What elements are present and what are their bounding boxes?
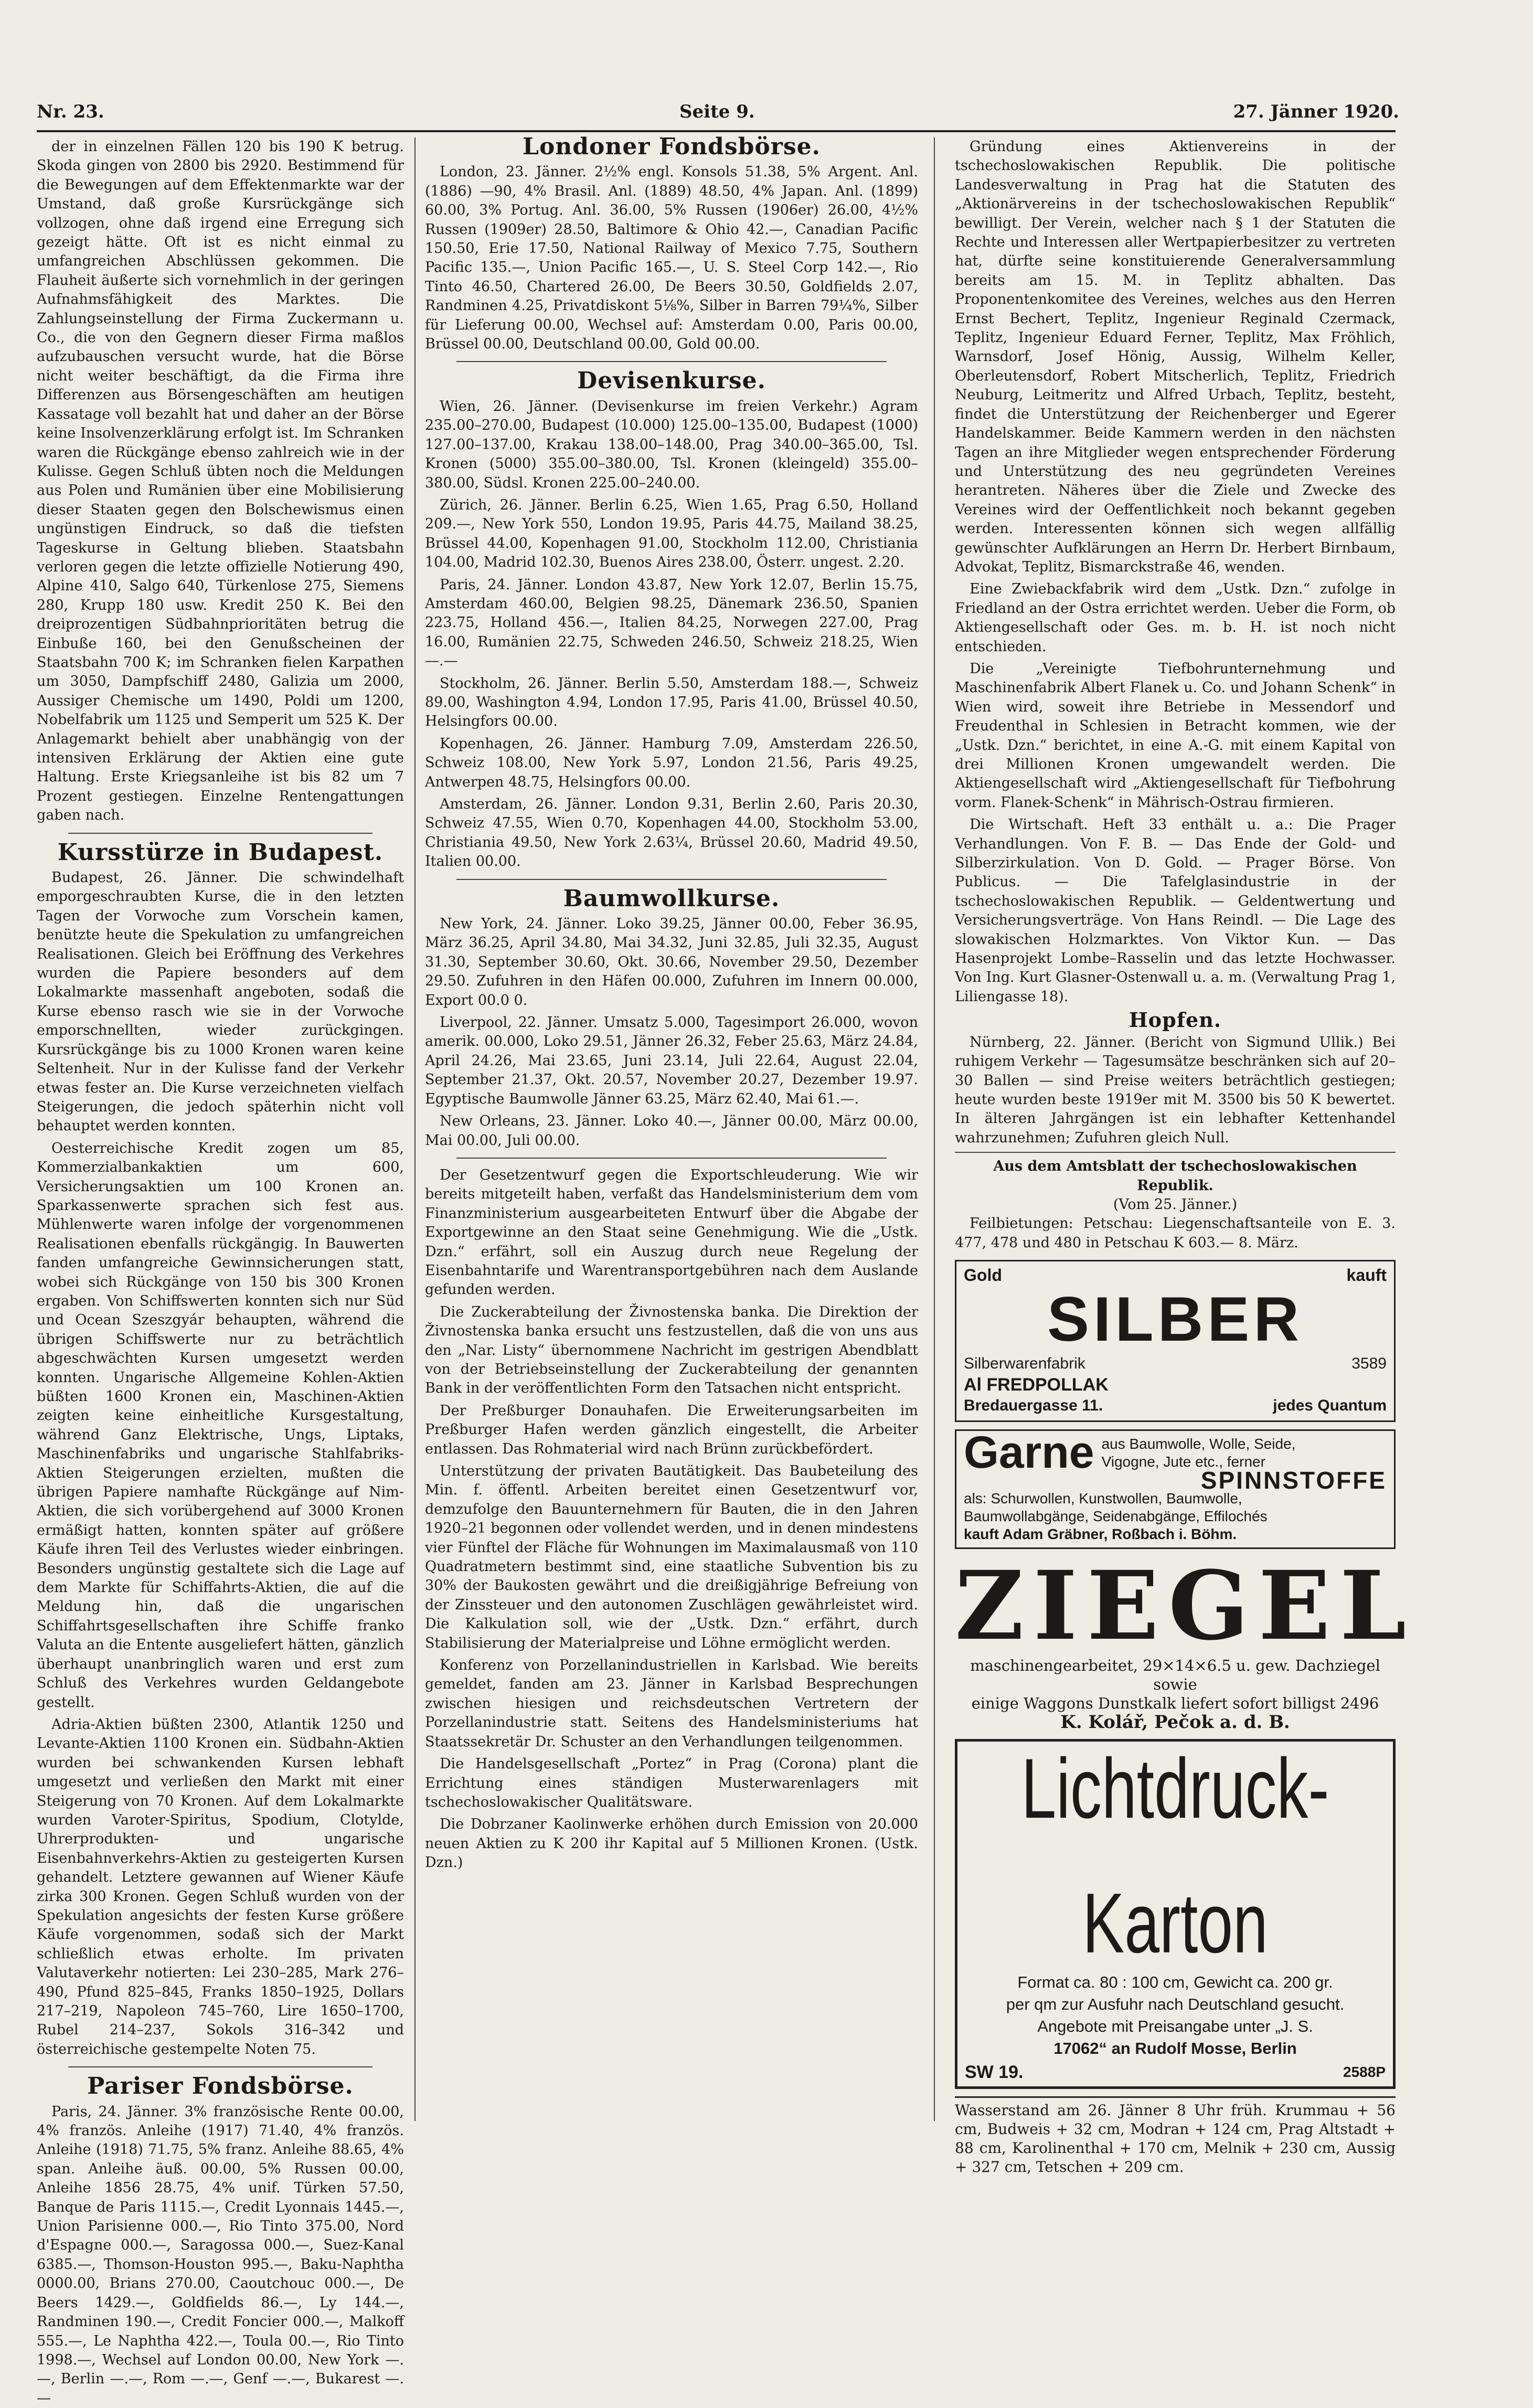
ad-silber-quantity: jedes Quantum (1273, 1396, 1387, 1414)
separator (68, 2066, 372, 2067)
heading-baumwoll: Baumwollkurse. (563, 885, 780, 912)
news-item: Die Handelsgesellschaft „Portez“ in Prag (Corona) plant die Errichtung eines ständigen Musterwarenlagers mit tschechoslowakischer Qualitätsware. (425, 1756, 918, 1810)
heading-london: Londoner Fondsbörse. (523, 133, 821, 160)
ad-karton-line1: Format ca. 80 : 100 cm, Gewicht ca. 200 gr. (1017, 1973, 1333, 1992)
news-item: Unterstützung der privaten Bautätigkeit. Das Baubeteilung des Min. f. öffentl. Arbeiten bereitet einen Gesetzentwurf vor, demzufolge den Bauunternehmern für Bauten, die in den Jahren 1920–21 begonnen oder vollendet werden, und in denen mindestens vier Fünftel der Fläche für Wohnungen im Maximalausmaß von 110 Quadratmetern bestimmt sind, eine staatliche Subvention bis zu 30% der Baukosten gewährt und die dreißigjährige Befreiung von der Zinssteuer und den autonomen Zuschlägen gewährleistet wird. Die Kalkulation soll, wie der „Ustk. Dzn.“ erfährt, durch Stabilisierung der Materialpreise und Löhne ermöglicht werden. (425, 1463, 918, 1651)
ad-garne-line3: als: Schurwollen, Kunstwollen, Baumwolle, (964, 1490, 1242, 1507)
ad-ziegel (955, 1550, 1416, 1733)
article-paragraph: London, 23. Jänner. 2½% engl. Konsols 51.38, 5% Argent. Anl. (1886) —90, 4% Brasil. Anl. (1889) 48.50, 4% Japan. Anl. (1899) 60.00, 3% Portug. Anl. 36.00, 5% Russen (1906er) 26.00, 4½% Russen (1909er) 28.50, Baltimore & Ohio 42.—, Canadian Pacific 150.50, Erie 17.50, National Railway of Mexico 7.75, Southern Pacific 135.—, Union Pacific 165.—, U. S. Steel Corp 142.—, Rio Tinto 46.50, Chartered 26.00, De Beers 30.50, Goldfields 2.07, Randminen 4.25, Privatdiskont 5⅛%, Silber in Barren 79¼%, Silber für Lieferung 00.00, Wechsel auf: Amsterdam 0.00, Paris 00.00, Brüssel 00.00, Deutschland 00.00, Gold 00.00. (425, 164, 918, 353)
ad-silber-line1: Silberwarenfabrik (964, 1354, 1085, 1372)
ad-silber-company: Al FREDPOLLAK (964, 1374, 1109, 1395)
article-paragraph: Kopenhagen, 26. Jänner. Hamburg 7.09, Amsterdam 226.50, Schweiz 108.00, New York 5.97, London 21.56, Paris 49.25, Antwerpen 48.75, Helsingfors 00.00. (425, 735, 918, 790)
article-continuation: der in einzelnen Fällen 120 bis 190 K betrug. Skoda gingen von 2800 bis 2920. Bestimmend für die Bewegungen auf dem Effektenmarkte war der Umstand, daß große Kursrückgänge sich vollzogen, ohne daß irgend eine Erregung sich gezeigt hätte. Oft ist es nicht einmal zu umfangreichen Abschlüssen gekommen. Die Flauheit äußerte sich vornehmlich in der geringen Aufnahmsfähigkeit des Marktes. Die Zahlungseinstellung der Firma Zuckermann u. Co., die von den Gegnern dieser Firma maßlos aufzubauschen versucht wurde, hat die Börse nicht weiter beschäftigt, da die Firma ihre Differenzen aus Börsengeschäften am heutigen Kassatage voll bezahlt hat und daher an der Börse keine Insolvenzerklärung erfolgt ist. Im Schranken waren die Rückgänge ebenso zahlreich wie in der Kulisse. Gegen Schluß übten noch die Meldungen aus Polen und Rumänien über eine Mobilisierung dieser Staaten gegen den Bolschewismus einen ungünstigen Eindruck, so daß die tiefsten Tageskurse in Geltung blieben. Staatsbahn verloren gegen die letzte offizielle Notierung 490, Alpine 410, Salgo 640, Türkenlose 275, Siemens 280, Krupp 180 usw. Kredit 250 K. Bei den dreiprozentigen Südbahnprioritäten betrug die Einbuße 160, bei den Genußscheinen der Staatsbahn 700 K; im Schranken fielen Karpathen um 3050, Dampfschiff 2480, Galizia um 2000, Aussiger Chemische um 1490, Poldi um 1200, Nobelfabrik um 1125 und Semperit um 525 K. Der Anlagemarkt behielt aber unabhängig von der intensiven Erklärung der Aktien eine gute Haltung. Erste Kriegsanleihe ist bis 82 um 7 Prozent gestiegen. Einzelne Rentengattungen gaben nach. (37, 139, 404, 824)
page-number: Seite 9. (679, 101, 755, 122)
ad-silber-kauft: kauft (1346, 1266, 1387, 1285)
issue-date: 27. Jänner 1920. (1233, 101, 1399, 122)
amtsblatt-date: (Vom 25. Jänner.) (1113, 1196, 1238, 1213)
column-1 (37, 137, 404, 2406)
article-paragraph: Budapest, 26. Jänner. Die schwindelhaft emporgeschraubten Kurse, die in den letzten Tagen der Vorwoche zum Vorschein kamen, benützte heute die Spekulation zu umfangreichen Realisationen. Gleich bei Eröffnung des Verkehres wurden die Papiere besonders auf dem Lokalmarkte massenhaft angeboten, sodaß die Kurse ebenso rasch wie sie in der Vorwoche emporschnellten, wieder zurückgingen. Kursrückgänge bis zu 1000 Kronen waren keine Seltenheit. Nur in der Kulisse fand der Verkehr etwas fester an. Die Kurse verzeichneten vielfach Steigerungen, die jedoch späterhin nicht voll behauptet werden konnten. (37, 869, 404, 1134)
article-paragraph: Nürnberg, 22. Jänner. (Bericht von Sigmund Ullik.) Bei ruhigem Verkehr — Tagesumsätze beschränken sich auf 20–30 Ballen — sind Preise weiters beträchtlich gestiegen; heute wurden beste 1919er mit M. 3500 bis 50 K bewertet. In älteren Jahrgängen ist ein lebhafter Kettenhandel wahrzunehmen; Zufuhren gleich Null. (955, 1034, 1396, 1146)
ad-ziegel-line2: einige Waggons Dunstkalk liefert sofort billigst 2496 (971, 1694, 1379, 1712)
ad-garne-title: Garne (964, 1427, 1094, 1478)
ad-silber-title: SILBER (1047, 1283, 1304, 1354)
column-3 (955, 137, 1416, 2177)
ad-karton-line3: Angebote mit Preisangabe unter „J. S. (1037, 2017, 1313, 2036)
column-2 (425, 133, 918, 2121)
separator (456, 361, 887, 362)
article-paragraph: Feilbietungen: Petschau: Liegenschaftsanteile von E. 3. 477, 478 und 480 in Petschau K 603.— 8. März. (955, 1215, 1396, 1251)
article-paragraph: New York, 24. Jänner. Loko 39.25, Jänner 00.00, Feber 36.95, März 36.25, April 34.80, Mai 34.32, Juni 32.85, Juli 32.35, August 31.30, September 30.60, Okt. 30.66, November 29.50, Dezember 29.50. Zufuhren in den Häfen 00.000, Zufuhren im Innern 00.000, Export 00.0 0. (425, 916, 918, 1009)
ad-ziegel-title: ZIEGEL (955, 1550, 1416, 1661)
separator (456, 1158, 887, 1159)
article-paragraph: Oesterreichische Kredit zogen um 85, Kommerzialbankaktien um 600, Versicherungsaktien um 100 Kronen an. Sparkassenwerte sprachen sich fest aus. Mühlenwerte waren infolge der vorgenommenen Realisationen ebenfalls rückgängig. In Bauwerten fanden umfangreiche Gewinnsicherungen statt, wobei sich Rückgänge von 150 bis 300 Kronen ergaben. Von Schiffswerten konnten sich nur Süd und Ocean Szeszgyár behaupten, während die übrigen Schiffswerte nur zu beträchtlich abgeschwächten Kursen umgesetzt werden konnten. Ungarische Allgemeine Kohlen-Aktien büßten 1600 Kronen ein, Maschinen-Aktien zeigten keine einheitliche Kursgestaltung, während Ganz Elektrische, Ungs, Liptaks, Maschinenfabriks und ungarische Stahlfabriks-Aktien Steigerungen erzielten, mußten die übrigen Papiere namhafte Rückgänge auf Nim-Aktien, die sich vorübergehend auf 3000 Kronen ermäßigt hatten, konnten später auf größere Käufe ihren Teil des Verlustes wieder einbringen. Besonders ungünstig gestaltete sich die Lage auf dem Markte für Schiffahrts-Aktien, die auf die Meldung hin, daß die ungarischen Schiffahrtsgesellschaften ihre Schiffe franko Valuta an die Entente ausgeliefert hätten, gänzlich überhaupt unanbringlich waren und erst zum Schluß des Verkehres wurden Geldangebote gestellt. (37, 1140, 404, 1711)
ad-karton-address: SW 19. (965, 2062, 1024, 2083)
article-paragraph: Amsterdam, 26. Jänner. London 9.31, Berlin 2.60, Paris 20.30, Schweiz 47.55, Wien 0.70, Kopenhagen 44.00, Stockholm 53.00, Christiania 49.50, New York 2.63¼, Brüssel 20.60, Madrid 49.50, Italien 00.00. (425, 796, 918, 870)
separator (68, 833, 372, 834)
separator (456, 879, 887, 880)
news-item: Die Dobrzaner Kaolinwerke erhöhen durch Emission von 20.000 neuen Aktien zu K 200 ihr Kapital auf 5 Millionen Kronen. (Ustk. Dzn.) (425, 1816, 918, 1871)
heading-devisen: Devisenkurse. (577, 367, 766, 395)
ad-silber-gold: Gold (964, 1266, 1002, 1285)
ad-silber-address: Bredauergasse 11. (964, 1396, 1103, 1414)
news-item: Gründung eines Aktienvereins in der tschechoslowakischen Republik. Die politische Landesverwaltung in Prag hat die Statuten des „Aktionärvereins in der tschechoslowakischen Republik“ bewilligt. Der Verein, welcher nach § 1 der Statuten die Rechte und Interessen aller Wertpapierbesitzer zu vertreten hat, dürfte seine konstituierende Generalversammlung bereits am 15. M. in Teplitz abhalten. Das Proponentenkomitee des Vereines, welches aus den Herren Ernst Bechert, Teplitz, Ingenieur Reginald Czermack, Teplitz, Ingenieur Eduard Ferner, Teplitz, Max Fröhlich, Warnsdorf, Josef Hönig, Aussig, Wilhelm Keller, Oberleutensdorf, Robert Mitscherlich, Teplitz, Friedrich Neuburg, Leitmeritz und Alfred Urbach, Teplitz, besteht, findet die Unterstützung der Reichenberger und Egerer Handelskammer. Beide Kammern werden in den nächsten Tagen an ihre Mitglieder wegen entsprechender Förderung und Unterstützung des neu gegründeten Vereines herantreten. Näheres über die Ziele und Zwecke des Vereines wird der Oeffentlichkeit noch bekannt gegeben werden. Interessenten können sich wegen allfällig gewünschter Aufklärungen an Herrn Dr. Herbert Birnbaum, Advokat, Teplitz, Bismarckstraße 46, wenden. (955, 139, 1396, 575)
article-paragraph: Liverpool, 22. Jänner. Umsatz 5.000, Tagesimport 26.000, wovon amerik. 00.000, Loko 29.51, Jänner 26.32, Feber 25.63, März 24.84, April 24.26, Mai 23.65, Juni 23.14, Juli 22.64, August 22.04, September 21.37, Okt. 20.57, November 20.27, Dezember 19.97. Egyptische Baumwolle Jänner 63.25, März 62.40, Mai 61.—. (425, 1014, 918, 1107)
news-item: Der Gesetzentwurf gegen die Exportschleuderung. Wie wir bereits mitgeteilt haben, verfaßt das Handelsministerium dem vom Finanzministerium ausgearbeiteten Entwurf über die Abgabe der Exportgewinne an den Staat seine Genehmigung. Wie die „Ustk. Dzn.“ erfährt, soll ein Auszug durch neue Regelung der Eisenbahntarife und Warentransportgebühren nach dem Auslande gefunden werden. (425, 1166, 918, 1298)
news-item: Die „Vereinigte Tiefbohrunternehmung und Maschinenfabrik Albert Flanek u. Co. und Johann Schenk“ in Wien wird, soweit ihre Betriebe in Messendorf und Freudenthal in Schlesien in Betracht kommen, wie der „Ustk. Dzn.“ berichtet, in eine A.-G. mit einem Kapital von drei Millionen Kronen umgewandelt werden. Die Aktiengesellschaft wird „Aktiengesellschaft für Tiefbohrung vorm. Flanek-Schenk“ in Mährisch-Ostrau firmieren. (955, 660, 1396, 811)
ad-garne-line4: Baumwollabgänge, Seidenabgänge, Effilochés (964, 1508, 1268, 1524)
column-divider-2 (934, 137, 935, 2121)
ad-garne-line2: Vigogne, Jute etc., ferner (1101, 1453, 1265, 1470)
ad-garne-line1: aus Baumwolle, Wolle, Seide, (1101, 1435, 1296, 1452)
article-paragraph: Zürich, 26. Jänner. Berlin 6.25, Wien 1.65, Prag 6.50, Holland 209.—, New York 550, London 19.95, Paris 44.75, Mailand 38.25, Brüssel 44.00, Kopenhagen 91.00, Stockholm 112.00, Christiania 104.00, Madrid 102.30, Buenos Aires 238.00, Österr. ungest. 2.20. (425, 496, 918, 571)
page-header (0, 92, 1533, 134)
news-item: Die Zuckerabteilung der Živnostenska banka. Die Direktion der Živnostenska banka ersucht uns festzustellen, daß die von uns aus den „Nar. Listy“ übernommene Nachricht im gestrigen Abendblatt von der Betriebseinstellung der Zuckerabteilung der genannten Bank in der veröffentlichten Form den Tatsachen nicht entspricht. (425, 1303, 918, 1397)
water-levels: Wasserstand am 26. Jänner 8 Uhr früh. Krummau + 56 cm, Budweis + 32 cm, Modran + 124 cm, Prag Altstadt + 88 cm, Karolinenthal + 170 cm, Melnik + 230 cm, Aussig + 327 cm, Tetschen + 209 cm. (955, 2096, 1396, 2177)
heading-hopfen: Hopfen. (1129, 1008, 1222, 1032)
ad-garne-spinnstoffe: SPINNSTOFFE (1200, 1466, 1387, 1494)
separator (955, 1152, 1396, 1153)
news-item: Die Wirtschaft. Heft 33 enthält u. a.: Die Prager Verhandlungen. Von F. B. — Das Ende der Gold- und Silberzirkulation. Von D. Gold. — Prager Börse. Von Publicus. — Die Tafelglasindustrie in der tschechoslowakischen Republik. — Geldentwertung und Versicherungsverträge. Von Hans Reindl. — Die Lage des slowakischen Holzmarktes. Von Viktor Kun. — Das Hasenprojekt Lombe–Rasselin und das letzte Hochwasser. Von Ing. Kurt Glasner-Ostenwall u. a. m. (Verwaltung Prag 1, Liliengasse 18). (955, 816, 1396, 1005)
article-paragraph: Stockholm, 26. Jänner. Berlin 5.50, Amsterdam 188.—, Schweiz 89.00, Washington 4.94, London 17.95, Paris 41.00, Brüssel 40.50, Helsingfors 00.00. (425, 675, 918, 730)
heading-amtsblatt: Aus dem Amtsblatt der tschechoslowakischen Republik. (993, 1158, 1357, 1194)
article-paragraph: Paris, 24. Jänner. 3% französische Rente 00.00, 4% französ. Anleihe (1917) 71.40, 4% französ. Anleihe (1918) 71.75, 5% franz. Anleihe 88.65, 4% span. Anleihe äuß. 00.00, 5% Russen 00.00, Anleihe 1856 28.75, 4% unif. Türken 57.50, Banque de Paris 1115.—, Credit Lyonnais 1445.—, Union Parisienne 000.—, Rio Tinto 375.00, Nord d'Espagne 000.—, Saragossa 000.—, Suez-Kanal 6385.—, Thomson-Houston 995.—, Baku-Naphtha 0000.00, Brians 270.00, Caoutchouc 000.—, De Beers 1429.—, Goldfields 86.—, Ly 144.—, Randminen 190.—, Credit Foncier 000.—, Malkoff 555.—, Le Naphtha 422.—, Toula 00.—, Rio Tinto 1998.—, Wechsel auf London 00.00, New York —.—, Berlin —.—, Rom —.—, Genf —.—, Bukarest —.— (37, 2103, 404, 2406)
ad-karton-line4: 17062“ an Rudolf Mosse, Berlin (1053, 2039, 1297, 2058)
ad-karton-number: 2588P (1343, 2064, 1386, 2081)
ad-ziegel-line1: maschinengearbeitet, 29×14×6.5 u. gew. Dachziegel sowie (970, 1656, 1380, 1693)
heading-budapest: Kursstürze in Budapest. (57, 839, 384, 866)
ad-silber-number: 3589 (1351, 1354, 1387, 1372)
article-paragraph: Wien, 26. Jänner. (Devisenkurse im freien Verkehr.) Agram 235.00–270.00, Budapest (10.000) 125.00–135.00, Budapest (1000) 127.00–137.00, Krakau 138.00–148.00, Prag 340.00–365.00, Tsl. Kronen (5000) 355.00–380.00, Tsl. Kronen (kleingeld) 355.00–380.00, Südsl. Kronen 225.00–240.00. (425, 398, 918, 491)
ad-garne (955, 1429, 1396, 1549)
ad-karton-line2: per qm zur Ausfuhr nach Deutschland gesucht. (1006, 1995, 1345, 2014)
ad-karton-title: Lichtdruck-Karton (1021, 1741, 1329, 1971)
ad-silber (955, 1260, 1396, 1422)
issue-number: Nr. 23. (37, 101, 104, 122)
news-item: Konferenz von Porzellanindustriellen in Karlsbad. Wie bereits gemeldet, fanden am 23. Jänner in Karlsbad Besprechungen zwischen hiesigen und reichsdeutschen Vertretern der Porzellanindustrie statt. Seitens des Handelsministeriums hat Staatssekretär Dr. Schuster an den Verhandlungen teilgenommen. (425, 1657, 918, 1750)
column-divider-1 (414, 137, 416, 2121)
ad-garne-line5: kauft Adam Gräbner, Roßbach i. Böhm. (964, 1525, 1237, 1542)
ad-ziegel-owner: K. Kolář, Pečok a. d. B. (1060, 1711, 1290, 1733)
ad-lichtdruck-karton (955, 1739, 1396, 2088)
header-rule (37, 130, 1396, 132)
article-paragraph: New Orleans, 23. Jänner. Loko 40.—, Jänner 00.00, März 00.00, Mai 00.00, Juli 00.00. (425, 1113, 918, 1149)
article-paragraph: Adria-Aktien büßten 2300, Atlantik 1250 und Levante-Aktien 1100 Kronen ein. Südbahn-Aktien wurden bei schwankenden Kursen lebhaft umgesetzt und verließen den Markt mit einer Steigerung von 70 Kronen. Auf dem Lokalmarkte wurden Varoter-Spiritus, Spodium, Clotylde, Uhrerprodukten- und ungarische Eisenbahnverkehrs-Aktien zu gesteigerten Kursen gehandelt. Letztere gewannen auf Wiener Käufe zirka 300 Kronen. Gegen Schluß wurden von der Spekulation angesichts der festen Kurse größere Käufe vorgenommen, sodaß sich der Markt schließlich etwas erholte. Im privaten Valutaverkehr notierten: Lei 230–285, Mark 276–490, Pfund 825–845, Franks 1850–1925, Dollars 217–219, Napoleon 745–760, Lire 1650–1700, Rubel 214–237, Sokols 316–342 und österreichische gestempelte Noten 75. (37, 1716, 404, 2057)
article-paragraph: Paris, 24. Jänner. London 43.87, New York 12.07, Berlin 15.75, Amsterdam 460.00, Belgien 98.25, Dänemark 236.50, Spanien 223.75, Holland 456.—, Italien 84.25, Norwegen 227.00, Prag 16.00, Rumänien 22.75, Schweden 246.50, Schweiz 218.25, Wien —.— (425, 576, 918, 670)
news-item: Eine Zwiebackfabrik wird dem „Ustk. Dzn.“ zufolge in Friedland an der Ostra errichtet werden. Ueber die Form, ob Aktiengesellschaft oder Ges. m. b. H. ist noch nicht entschieden. (955, 581, 1396, 655)
news-item: Der Preßburger Donauhafen. Die Erweiterungsarbeiten im Preßburger Hafen werden gänzlich eingestellt, die Arbeiter entlassen. Das Rohmaterial wird nach Brünn zurückbefördert. (425, 1402, 918, 1457)
heading-paris: Pariser Fondsbörse. (87, 2073, 354, 2100)
